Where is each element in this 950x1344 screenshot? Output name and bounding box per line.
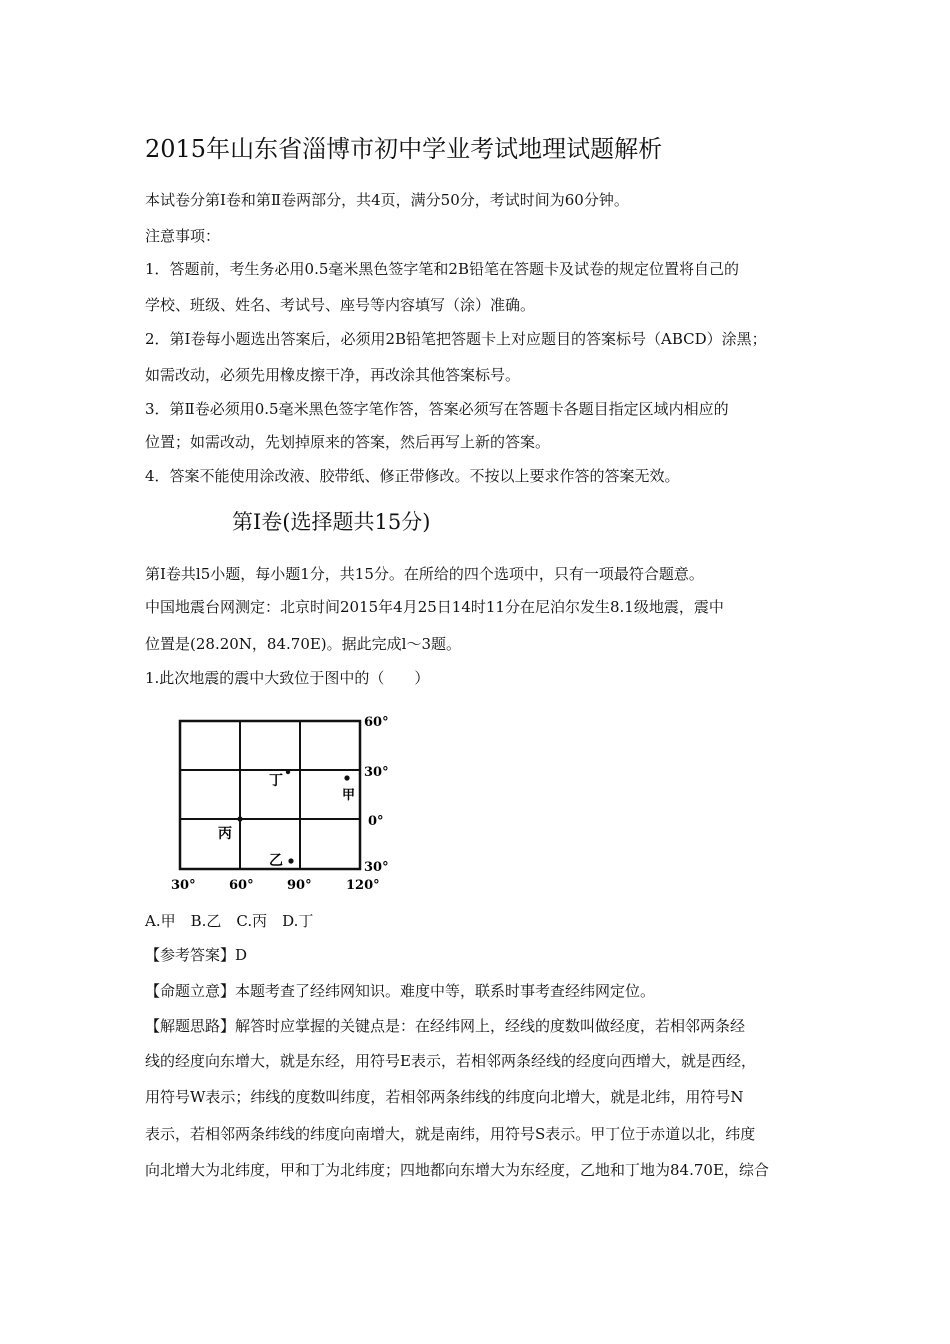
point-bing-marker: [237, 816, 242, 821]
grid-svg: [165, 708, 395, 898]
grid-border: [180, 721, 360, 869]
answer-options: A.甲 B.乙 C.丙 D.丁: [145, 912, 314, 930]
lon-label: 120°: [346, 878, 380, 893]
note-line: 2．第Ⅰ卷每小题选出答案后，必须用2B铅笔把答题卡上对应题目的答案标号（ABCD）涂黑；: [145, 330, 767, 348]
context-line: 位置是(28.20N，84.70E)。据此完成l～3题。: [145, 635, 462, 653]
point-ding-marker: [286, 770, 290, 774]
analysis-line: 【解题思路】解答时应掌握的关键点是：在经纬网上，经线的度数叫做经度，若相邻两条经: [145, 1017, 746, 1035]
exam-intro: 本试卷分第Ⅰ卷和第Ⅱ卷两部分，共4页，满分50分，考试时间为60分钟。: [145, 191, 629, 209]
question-1: 1.此次地震的震中大致位于图中的（ ）: [145, 669, 430, 687]
note-line: 如需改动，必须先用橡皮擦干净，再改涂其他答案标号。: [145, 366, 521, 384]
lat-label: 30°: [364, 765, 389, 780]
point-jia-label: 甲: [342, 788, 356, 803]
page-title: 2015年山东省淄博市初中学业考试地理试题解析: [145, 135, 663, 163]
note-line: 学校、班级、姓名、考试号、座号等内容填写（涂）准确。: [145, 296, 536, 314]
lat-label: 60°: [364, 715, 389, 730]
question-intent: 【命题立意】本题考查了经纬网知识。难度中等，联系时事考查经纬网定位。: [145, 982, 656, 1000]
context-line: 中国地震台网测定：北京时间2015年4月25日14时11分在尼泊尔发生8.1级地震，震中: [145, 598, 724, 616]
point-jia-marker: [344, 775, 349, 780]
note-line: 3．第Ⅱ卷必须用0.5毫米黑色签字笔作答，答案必须写在答题卡各题目指定区域内相应的: [145, 400, 729, 418]
lon-label: 30°: [171, 878, 196, 893]
lon-label: 90°: [287, 878, 312, 893]
analysis-line: 线的经度向东增大，就是东经，用符号E表示，若相邻两条经线的经度向西增大，就是西经，: [145, 1052, 756, 1070]
section-title: 第I卷(选择题共15分): [232, 510, 431, 534]
analysis-line: 向北增大为北纬度，甲和丁为北纬度；四地都向东增大为东经度，乙地和丁地为84.70E，综合: [145, 1161, 769, 1179]
note-line: 1．答题前，考生务必用0.5毫米黑色签字笔和2B铅笔在答题卡及试卷的规定位置将自己的: [145, 260, 739, 278]
lat-lon-grid-figure: [165, 708, 395, 898]
point-bing-label: 丙: [218, 826, 232, 842]
notes-heading: 注意事项：: [145, 227, 221, 245]
point-yi-marker: [288, 858, 293, 863]
lon-label: 60°: [229, 878, 254, 893]
analysis-line: 用符号W表示；纬线的度数叫纬度，若相邻两条纬线的纬度向北增大，就是北纬，用符号N: [145, 1088, 744, 1106]
note-line: 位置；如需改动，先划掉原来的答案，然后再写上新的答案。: [145, 433, 551, 451]
lat-label: 0°: [368, 814, 384, 829]
reference-answer: 【参考答案】D: [145, 946, 248, 964]
note-line: 4．答案不能使用涂改液、胶带纸、修正带修改。不按以上要求作答的答案无效。: [145, 467, 680, 485]
point-ding-label: 丁: [269, 773, 283, 789]
lat-label: 30°: [364, 860, 389, 875]
point-yi-label: 乙: [269, 853, 283, 869]
analysis-line: 表示，若相邻两条纬线的纬度向南增大，就是南纬，用符号S表示。甲丁位于赤道以北，纬度: [145, 1125, 756, 1143]
section-intro: 第I卷共l5小题，每小题1分，共15分。在所给的四个选项中，只有一项最符合题意。: [145, 565, 704, 583]
